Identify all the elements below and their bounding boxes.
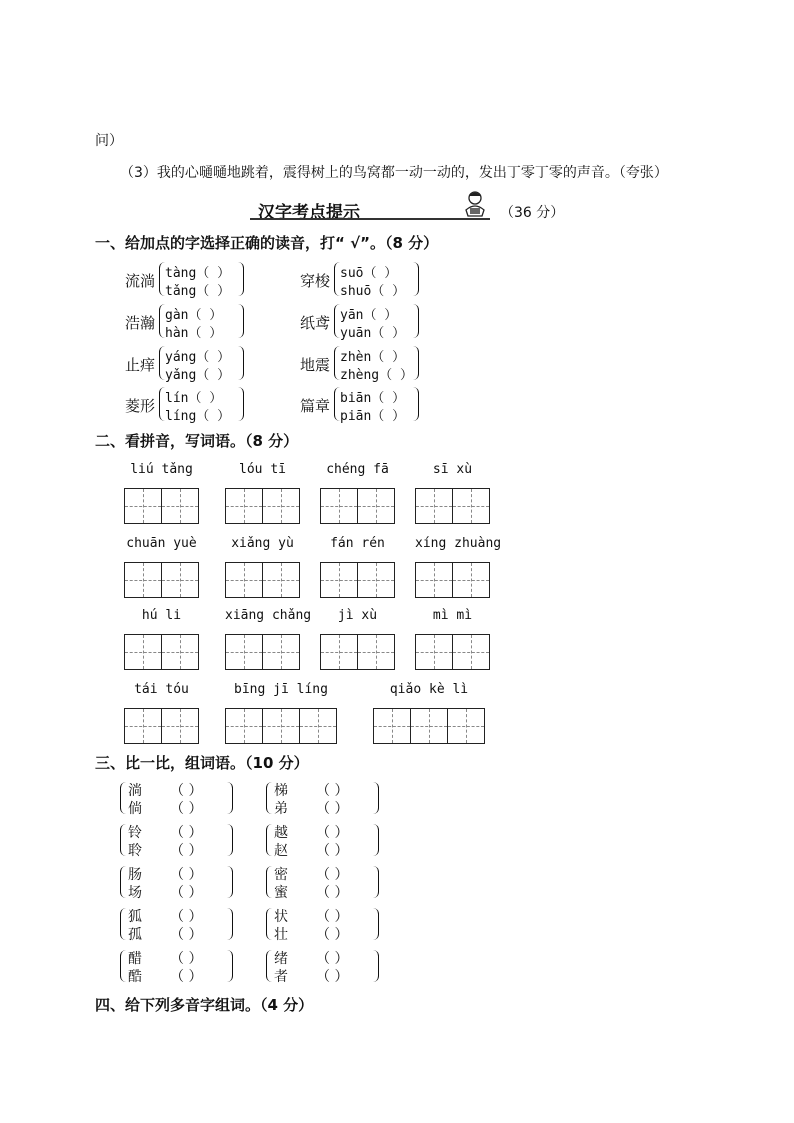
q3-char: 醋 (128, 951, 142, 967)
q3-brace-right (372, 950, 379, 982)
q4-title: 四、给下列多音字组词。（4 分） (95, 996, 314, 1014)
q3-char: 壮 (274, 927, 288, 943)
q2-grid-cell[interactable] (125, 489, 161, 523)
q2-grid-cell[interactable] (447, 709, 484, 743)
q3-brace-left (120, 950, 127, 982)
q3-brace-left (266, 824, 273, 856)
q3-blank[interactable]: （ ） (170, 801, 203, 817)
q2-tian-grid[interactable] (225, 562, 300, 598)
q3-brace-right (372, 866, 379, 898)
q2-tian-grid[interactable] (320, 562, 395, 598)
q2-grid-cell[interactable] (125, 635, 161, 669)
q2-grid-cell[interactable] (161, 489, 198, 523)
q3-blank[interactable]: （ ） (170, 951, 203, 967)
q1-word: 篇章 (300, 397, 331, 415)
q1-brace-right (237, 346, 244, 380)
q2-grid-cell[interactable] (226, 489, 262, 523)
q2-grid-cell[interactable] (262, 635, 299, 669)
q3-brace-left (120, 782, 127, 814)
q3-brace-right (226, 782, 233, 814)
q3-char: 越 (274, 825, 288, 841)
q3-blank[interactable]: （ ） (316, 909, 349, 925)
q1-option: zhèn（ ） (340, 350, 406, 365)
q2-title: 二、看拼音，写词语。（8 分） (95, 432, 299, 450)
q1-option: tǎng（ ） (165, 284, 231, 299)
q1-word: 穿梭 (300, 272, 331, 290)
q2-grid-cell[interactable] (262, 563, 299, 597)
q2-grid-cell[interactable] (262, 489, 299, 523)
q2-pinyin: xiǎng yù (231, 536, 294, 551)
q2-pinyin: xíng zhuàng (415, 536, 502, 551)
q3-brace-left (120, 824, 127, 856)
q2-grid-cell[interactable] (125, 563, 161, 597)
q1-option: hàn（ ） (165, 326, 223, 341)
q1-word: 流淌 (125, 272, 156, 290)
q3-brace-left (120, 908, 127, 940)
q2-grid-cell[interactable] (374, 709, 410, 743)
q3-blank[interactable]: （ ） (170, 843, 203, 859)
q3-char: 蜜 (274, 885, 288, 901)
q3-blank[interactable]: （ ） (316, 885, 349, 901)
q3-char: 聆 (128, 843, 142, 859)
q2-pinyin: chéng fā (326, 462, 389, 477)
q1-word: 地震 (300, 356, 331, 374)
q1-option: biān（ ） (340, 391, 406, 406)
q1-word: 菱形 (125, 397, 156, 415)
q2-tian-grid[interactable] (415, 488, 490, 524)
q2-tian-grid[interactable] (373, 708, 485, 744)
q2-grid-cell[interactable] (452, 635, 489, 669)
q2-pinyin: xiāng chǎng (225, 608, 312, 623)
q3-blank[interactable]: （ ） (316, 825, 349, 841)
q2-grid-cell[interactable] (416, 563, 452, 597)
q3-char: 孤 (128, 927, 142, 943)
q2-grid-cell[interactable] (299, 709, 336, 743)
q2-pinyin: fán rén (330, 536, 385, 551)
q1-option: yǎng（ ） (165, 368, 231, 383)
q1-brace-right (412, 262, 419, 296)
q2-grid-cell[interactable] (452, 563, 489, 597)
q1-option: tàng（ ） (165, 266, 231, 281)
q1-brace-right (412, 387, 419, 421)
q3-blank[interactable]: （ ） (316, 867, 349, 883)
section-banner (250, 196, 565, 223)
q3-char: 密 (274, 867, 288, 883)
q2-tian-grid[interactable] (124, 634, 199, 670)
q2-pinyin: tái tóu (134, 682, 189, 697)
q2-grid-cell[interactable] (321, 635, 357, 669)
q3-title: 三、比一比，组词语。（10 分） (95, 754, 309, 772)
q3-brace-right (226, 908, 233, 940)
q3-blank[interactable]: （ ） (170, 909, 203, 925)
q1-option: zhèng（ ） (340, 368, 413, 383)
q3-brace-right (226, 866, 233, 898)
q3-blank[interactable]: （ ） (170, 885, 203, 901)
sentence-3: （3）我的心嗵嗵地跳着，震得树上的鸟窝都一动一动的，发出丁零丁零的声音。（夸张） (120, 165, 668, 181)
q2-tian-grid[interactable] (124, 562, 199, 598)
q2-grid-cell[interactable] (161, 563, 198, 597)
q3-blank[interactable]: （ ） (170, 867, 203, 883)
q3-char: 铃 (128, 825, 142, 841)
q1-brace-right (237, 262, 244, 296)
q1-option: yān（ ） (340, 308, 398, 323)
q1-word: 止痒 (125, 356, 156, 374)
q2-grid-cell[interactable] (357, 489, 394, 523)
q2-grid-cell[interactable] (161, 635, 198, 669)
q2-tian-grid[interactable] (124, 708, 199, 744)
q1-word: 纸鸢 (300, 314, 331, 332)
q3-char: 弟 (274, 801, 288, 817)
q3-brace-right (226, 950, 233, 982)
q3-blank[interactable]: （ ） (170, 825, 203, 841)
q1-option: lín（ ） (165, 391, 223, 406)
q1-brace-right (237, 387, 244, 421)
q2-pinyin: chuān yuè (126, 536, 197, 551)
reading-child-icon (458, 190, 492, 220)
q2-pinyin: sī xù (432, 462, 473, 477)
q2-pinyin: lóu tī (239, 462, 286, 477)
q3-brace-left (120, 866, 127, 898)
q3-blank[interactable]: （ ） (316, 783, 349, 799)
q3-char: 赵 (274, 843, 288, 859)
q2-tian-grid[interactable] (320, 488, 395, 524)
q3-brace-left (266, 950, 273, 982)
q3-blank[interactable]: （ ） (316, 843, 349, 859)
q2-grid-cell[interactable] (262, 709, 299, 743)
q3-brace-right (372, 782, 379, 814)
q3-brace-left (266, 782, 273, 814)
q2-tian-grid[interactable] (124, 488, 199, 524)
q3-blank[interactable]: （ ） (316, 927, 349, 943)
q3-blank[interactable]: （ ） (170, 927, 203, 943)
q3-char: 绪 (274, 951, 288, 967)
q2-grid-cell[interactable] (416, 635, 452, 669)
q2-tian-grid[interactable] (320, 634, 395, 670)
q3-brace-right (372, 824, 379, 856)
q3-char: 淌 (128, 783, 142, 799)
q2-grid-cell[interactable] (410, 709, 447, 743)
q2-tian-grid[interactable] (225, 708, 337, 744)
q2-grid-cell[interactable] (357, 635, 394, 669)
q2-tian-grid[interactable] (225, 634, 300, 670)
banner-score: （36 分） (500, 205, 565, 221)
q2-grid-cell[interactable] (226, 563, 262, 597)
q3-char: 肠 (128, 867, 142, 883)
q2-grid-cell[interactable] (416, 489, 452, 523)
q2-grid-cell[interactable] (125, 709, 161, 743)
q2-grid-cell[interactable] (226, 709, 262, 743)
q2-grid-cell[interactable] (321, 489, 357, 523)
q3-char: 酷 (128, 969, 142, 985)
q3-blank[interactable]: （ ） (170, 969, 203, 985)
q3-blank[interactable]: （ ） (316, 969, 349, 985)
q2-pinyin: liú tǎng (130, 462, 193, 477)
banner-title: 汉字考点提示 (258, 203, 360, 223)
q2-grid-cell[interactable] (452, 489, 489, 523)
q1-brace-right (412, 346, 419, 380)
q1-option: piān（ ） (340, 409, 406, 424)
q3-brace-right (226, 824, 233, 856)
q2-pinyin: bīng jī líng (234, 682, 328, 697)
q3-char: 梯 (274, 783, 288, 799)
q3-brace-left (266, 908, 273, 940)
q2-pinyin: qiǎo kè lì (389, 682, 469, 697)
q3-brace-right (372, 908, 379, 940)
q1-option: yuān（ ） (340, 326, 406, 341)
q3-blank[interactable]: （ ） (316, 801, 349, 817)
q2-grid-cell[interactable] (357, 563, 394, 597)
q2-pinyin: mì mì (432, 608, 473, 623)
q2-tian-grid[interactable] (415, 634, 490, 670)
q2-grid-cell[interactable] (226, 635, 262, 669)
q2-tian-grid[interactable] (225, 488, 300, 524)
q1-option: shuō（ ） (340, 284, 406, 299)
q3-char: 场 (128, 885, 142, 901)
q2-pinyin: jì xù (337, 608, 378, 623)
q1-brace-right (412, 304, 419, 338)
q3-char: 狐 (128, 909, 142, 925)
q2-pinyin: hú li (141, 608, 182, 623)
q3-blank[interactable]: （ ） (170, 783, 203, 799)
q3-char: 倘 (128, 801, 142, 817)
q2-grid-cell[interactable] (161, 709, 198, 743)
q1-option: gàn（ ） (165, 308, 223, 323)
text-continuation: 问） (95, 133, 123, 149)
q1-option: yáng（ ） (165, 350, 231, 365)
q1-option: líng（ ） (165, 409, 231, 424)
q2-grid-cell[interactable] (321, 563, 357, 597)
q1-option: suō（ ） (340, 266, 398, 281)
q3-char: 状 (274, 909, 288, 925)
q2-tian-grid[interactable] (415, 562, 490, 598)
q3-char: 者 (274, 969, 288, 985)
q1-title: 一、给加点的字选择正确的读音，打“ √”。（8 分） (95, 234, 439, 252)
q3-brace-left (266, 866, 273, 898)
q1-word: 浩瀚 (125, 314, 156, 332)
q1-brace-right (237, 304, 244, 338)
q3-blank[interactable]: （ ） (316, 951, 349, 967)
